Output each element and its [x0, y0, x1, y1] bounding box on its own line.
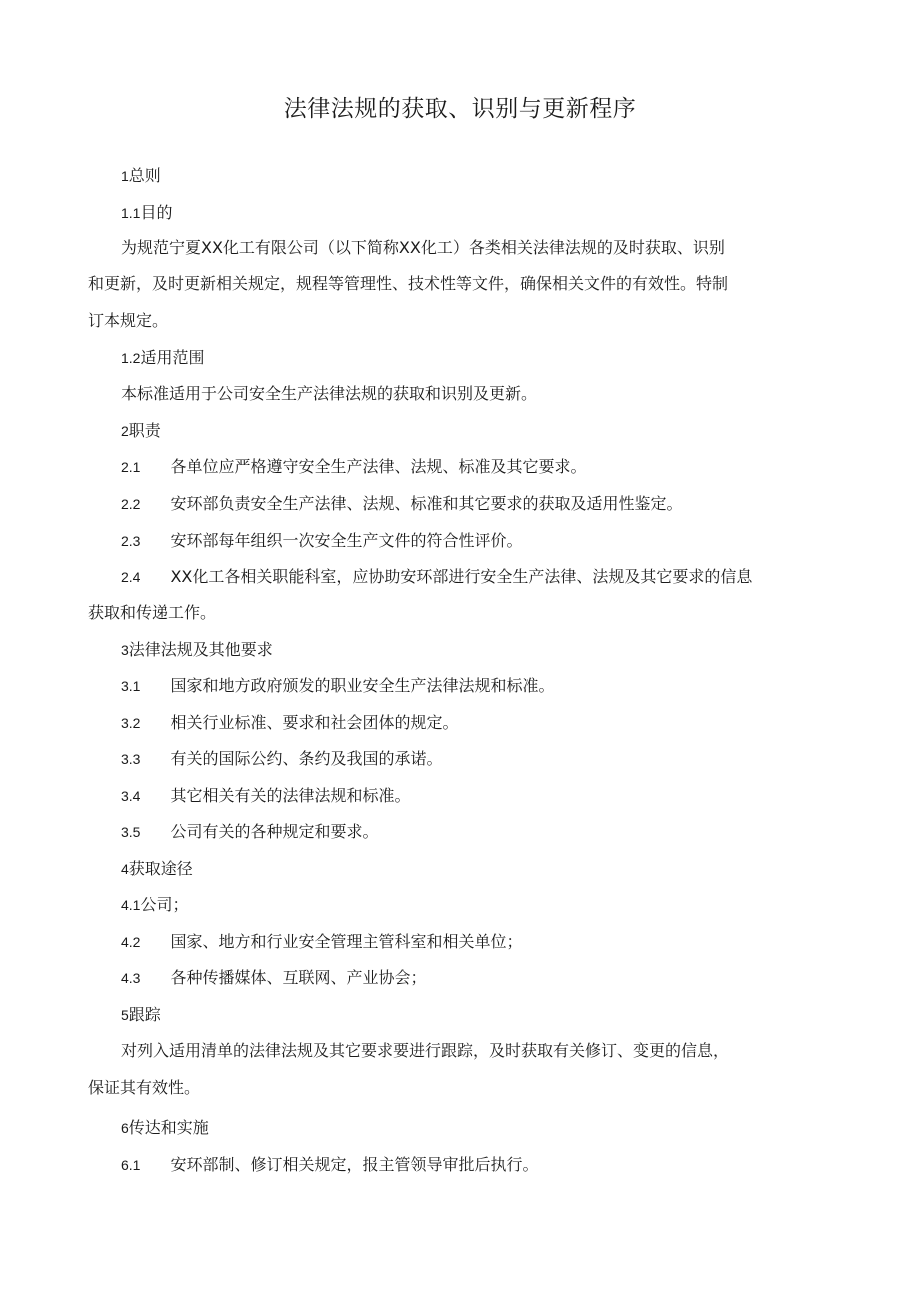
list-item-3-3	[121, 747, 442, 771]
section-heading-1-2	[121, 346, 204, 370]
section-number: 3	[121, 642, 129, 658]
list-item-3-4	[121, 784, 410, 808]
section-label: 法律法规及其他要求	[128, 640, 273, 659]
list-item-4-1	[121, 893, 188, 917]
item-number: 2.1	[121, 459, 141, 475]
item-number: 2.2	[121, 496, 141, 512]
item-text: 相关行业标准、要求和社会团体的规定。	[170, 713, 459, 732]
item-text: 安环部每年组织一次安全生产文件的符合性评价。	[170, 531, 523, 550]
section-heading-4	[121, 857, 193, 881]
section-label: 传达和实施	[128, 1118, 209, 1137]
item-text: XX化工各相关职能科室，应协助安环部进行安全生产法律、法规及其它要求的信息	[170, 567, 753, 586]
paragraph-text: 对列入适用清单的法律法规及其它要求要进行跟踪，及时获取有关修订、变更的信息，	[121, 1041, 730, 1060]
list-item-3-1	[121, 674, 554, 698]
paragraph-text: 订本规定。	[88, 311, 169, 330]
section-label: 适用范围	[140, 348, 205, 367]
list-item-2-1	[121, 455, 586, 479]
section-heading-1	[121, 164, 161, 188]
list-item-2-4-continuation	[88, 601, 216, 625]
item-text: 国家和地方政府颁发的职业安全生产法律法规和标准。	[170, 676, 555, 695]
section-heading-6	[121, 1116, 209, 1140]
item-number: 3.3	[121, 751, 141, 767]
section-number: 6	[121, 1120, 129, 1136]
section-number: 5	[121, 1007, 129, 1023]
section-label: 跟踪	[128, 1005, 161, 1024]
section-number: 1	[121, 168, 129, 184]
paragraph-purpose-line-1	[121, 236, 725, 260]
paragraph-purpose-line-3	[88, 309, 168, 333]
item-text: 其它相关有关的法律法规和标准。	[170, 786, 411, 805]
section-label: 获取途径	[128, 859, 193, 878]
section-number: 4	[121, 861, 129, 877]
section-number: 2	[121, 423, 129, 439]
item-number: 2.4	[121, 569, 141, 585]
item-text: 各单位应严格遵守安全生产法律、法规、标准及其它要求。	[170, 457, 587, 476]
paragraph-tracking-line-1	[121, 1039, 729, 1063]
list-item-2-2	[121, 492, 682, 516]
list-item-4-3	[121, 966, 426, 990]
section-heading-3	[121, 638, 273, 662]
paragraph-purpose-line-2	[88, 272, 728, 296]
item-text: 公司；	[140, 895, 189, 914]
item-text: 国家、地方和行业安全管理主管科室和相关单位；	[170, 932, 523, 951]
paragraph-scope	[121, 382, 537, 406]
document-title: 法律法规的获取、识别与更新程序	[283, 96, 637, 122]
paragraph-text: 和更新，及时更新相关规定，规程等管理性、技术性等文件，确保相关文件的有效性。特制	[88, 274, 729, 293]
item-number: 3.2	[121, 715, 141, 731]
list-item-4-2	[121, 930, 522, 954]
item-text: 有关的国际公约、条约及我国的承诺。	[170, 749, 443, 768]
section-heading-1-1	[121, 201, 172, 225]
item-number: 4.3	[121, 970, 141, 986]
item-number: 4.1	[121, 897, 141, 913]
list-item-2-4	[121, 565, 752, 589]
section-number: 1.1	[121, 205, 141, 221]
list-item-2-3	[121, 529, 522, 553]
section-label: 职责	[128, 421, 161, 440]
item-number: 3.4	[121, 788, 141, 804]
item-number: 2.3	[121, 533, 141, 549]
paragraph-tracking-line-2	[88, 1076, 200, 1100]
item-number: 3.1	[121, 678, 141, 694]
list-item-3-2	[121, 711, 458, 735]
section-heading-2	[121, 419, 161, 443]
item-number: 4.2	[121, 934, 141, 950]
paragraph-text: 保证其有效性。	[88, 1078, 201, 1097]
item-text: 各种传播媒体、互联网、产业协会；	[170, 968, 427, 987]
item-number: 6.1	[121, 1157, 141, 1173]
item-text: 获取和传递工作。	[88, 603, 217, 622]
item-text: 公司有关的各种规定和要求。	[170, 822, 379, 841]
list-item-6-1	[121, 1153, 538, 1177]
item-text: 安环部制、修订相关规定，报主管领导审批后执行。	[170, 1155, 539, 1174]
list-item-3-5	[121, 820, 378, 844]
paragraph-text: 为规范宁夏XX化工有限公司（以下简称XX化工）各类相关法律法规的及时获取、识别	[121, 238, 725, 257]
item-text: 安环部负责安全生产法律、法规、标准和其它要求的获取及适用性鉴定。	[170, 494, 683, 513]
section-label: 总则	[128, 166, 161, 185]
section-number: 1.2	[121, 350, 141, 366]
paragraph-text: 本标准适用于公司安全生产法律法规的获取和识别及更新。	[121, 384, 538, 403]
item-number: 3.5	[121, 824, 141, 840]
section-heading-5	[121, 1003, 161, 1027]
section-label: 目的	[140, 203, 173, 222]
